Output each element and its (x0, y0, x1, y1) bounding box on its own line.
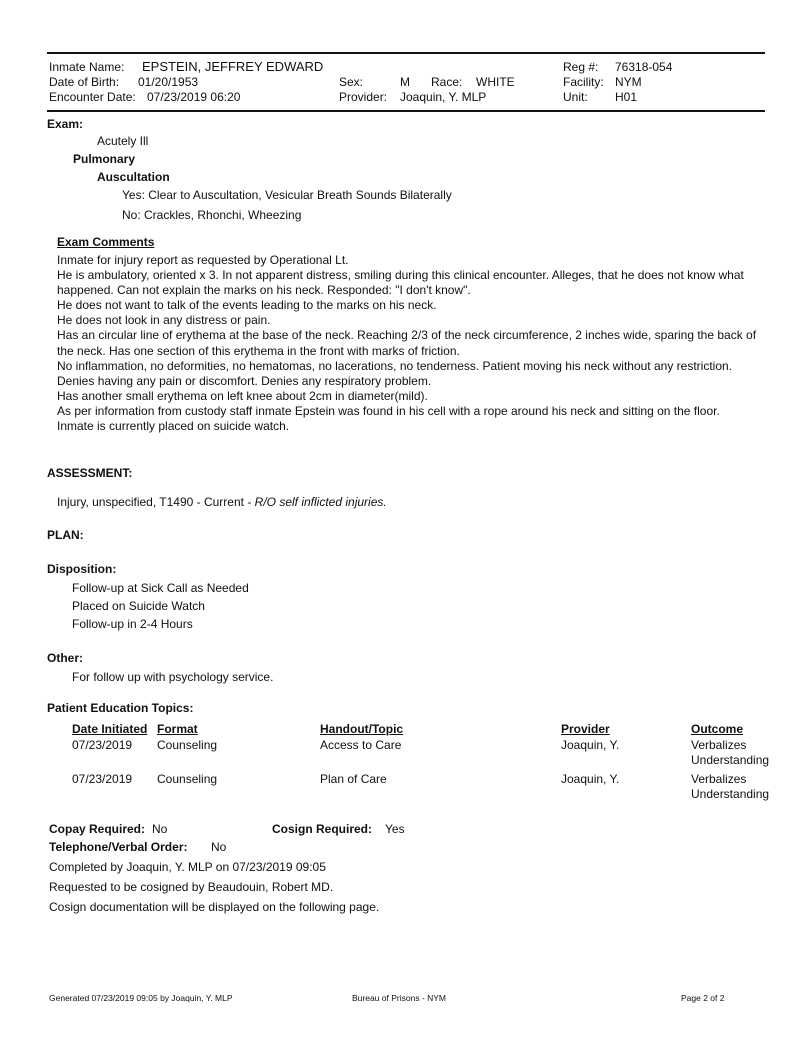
disposition-list (72, 579, 249, 633)
facility-label: Facility: (563, 75, 604, 89)
assessment-heading: ASSESSMENT: (47, 466, 133, 480)
header-top-rule (47, 52, 765, 54)
sex-label: Sex: (339, 75, 364, 89)
plan-heading: PLAN: (47, 528, 84, 542)
exam-no-findings: No: Crackles, Rhonchi, Wheezing (122, 208, 302, 222)
exam-comment-line: Has another small erythema on left knee about 2cm in diameter(mild). (57, 388, 428, 403)
provider-value: Joaquin, Y. MLP (400, 90, 487, 104)
assessment-note: R/O self inflicted injuries. (254, 495, 387, 509)
education-heading: Patient Education Topics: (47, 701, 194, 715)
disposition-heading: Disposition: (47, 562, 117, 576)
inmate-name: EPSTEIN, JEFFREY EDWARD (142, 59, 324, 74)
dob-label: Date of Birth: (49, 75, 120, 89)
completed-by: Completed by Joaquin, Y. MLP on 07/23/2019 09:05 (49, 860, 326, 874)
facility-value: NYM (615, 75, 642, 89)
education-provider: Joaquin, Y. (561, 738, 620, 752)
dob-value: 01/20/1953 (138, 75, 199, 89)
education-col-provider: Provider (561, 722, 610, 736)
exam-comment-line: Inmate is currently placed on suicide watch. (57, 419, 290, 434)
exam-comment-line: He is ambulatory, oriented x 3. In not apparent distress, smiling during this clinical encounter. Alleges, that he does not know what happened. Can not explain the marks on his neck. Responded: "I don't know". (57, 268, 744, 298)
education-col-format: Format (157, 722, 198, 736)
education-date: 07/23/2019 (72, 772, 133, 786)
exam-system: Pulmonary (73, 152, 136, 166)
assessment-diagnosis: Injury, unspecified, T1490 - Current - (57, 495, 255, 509)
education-col-outcome: Outcome (691, 722, 744, 736)
reg-value: 76318-054 (615, 60, 673, 74)
disposition-item: Follow-up at Sick Call as Needed (72, 581, 249, 595)
other-heading: Other: (47, 651, 83, 665)
footer-page-number: Page 2 of 2 (681, 993, 725, 1003)
exam-general: Acutely Ill (97, 134, 149, 148)
reg-label: Reg #: (563, 60, 599, 74)
sex-value: M (400, 75, 410, 89)
encounter-label: Encounter Date: (49, 90, 136, 104)
copay-label: Copay Required: (49, 822, 146, 836)
exam-yes-findings: Yes: Clear to Auscultation, Vesicular Breath Sounds Bilaterally (122, 188, 452, 202)
header-bottom-rule (47, 110, 765, 112)
exam-comments-body (57, 253, 757, 434)
education-col-topic: Handout/Topic (320, 722, 404, 736)
telephone-order-value: No (211, 840, 227, 854)
exam-comment-line: Has an circular line of erythema at the base of the neck. Reaching 2/3 of the neck circumference, 2 inches wide, sparing the back of the neck. Has one section of this erythema in the front with marks of friction. (57, 328, 757, 358)
education-date: 07/23/2019 (72, 738, 133, 752)
education-topic: Access to Care (320, 738, 402, 752)
exam-comments-heading: Exam Comments (57, 235, 155, 249)
cosign-note: Cosign documentation will be displayed on the following page. (49, 900, 380, 914)
copay-value: No (152, 822, 168, 836)
inmate-name-label: Inmate Name: (49, 60, 125, 74)
disposition-item: Follow-up in 2-4 Hours (72, 617, 193, 631)
education-provider: Joaquin, Y. (561, 772, 620, 786)
exam-comment-line: Inmate for injury report as requested by Operational Lt. (57, 253, 349, 267)
provider-label: Provider: (339, 90, 388, 104)
education-format: Counseling (157, 738, 218, 752)
exam-comment-line: He does not look in any distress or pain. (57, 313, 271, 328)
education-topic: Plan of Care (320, 772, 387, 786)
disposition-item: Placed on Suicide Watch (72, 599, 205, 613)
telephone-order-label: Telephone/Verbal Order: (49, 840, 188, 854)
assessment-text (57, 495, 387, 509)
exam-comment-line: He does not want to talk of the events leading to the marks on his neck. (57, 298, 437, 313)
encounter-value: 07/23/2019 06:20 (147, 90, 241, 104)
footer-bureau: Bureau of Prisons - NYM (352, 993, 447, 1003)
unit-value: H01 (615, 90, 638, 104)
cosign-value: Yes (385, 822, 405, 836)
education-col-date: Date Initiated (72, 722, 148, 736)
education-outcome: Verbalizes Understanding (691, 772, 770, 801)
cosign-request: Requested to be cosigned by Beaudouin, Robert MD. (49, 880, 334, 894)
unit-label: Unit: (563, 90, 588, 104)
cosign-label: Cosign Required: (272, 822, 373, 836)
education-format: Counseling (157, 772, 218, 786)
exam-heading: Exam: (47, 117, 84, 131)
education-outcome: Verbalizes Understanding (691, 738, 770, 767)
race-label: Race: (431, 75, 463, 89)
other-text: For follow up with psychology service. (72, 670, 274, 684)
race-value: WHITE (476, 75, 515, 89)
exam-subsystem: Auscultation (97, 170, 170, 184)
footer-generated: Generated 07/23/2019 09:05 by Joaquin, Y. MLP (49, 993, 233, 1003)
exam-comment-line: As per information from custody staff inmate Epstein was found in his cell with a rope around his neck and sitting on the floor. (57, 403, 720, 418)
exam-comment-line: No inflammation, no deformities, no hematomas, no lacerations, no tenderness. Patient moving his neck without any restriction. Denies having any pain or discomfort. Denies any respiratory problem. (57, 358, 733, 388)
